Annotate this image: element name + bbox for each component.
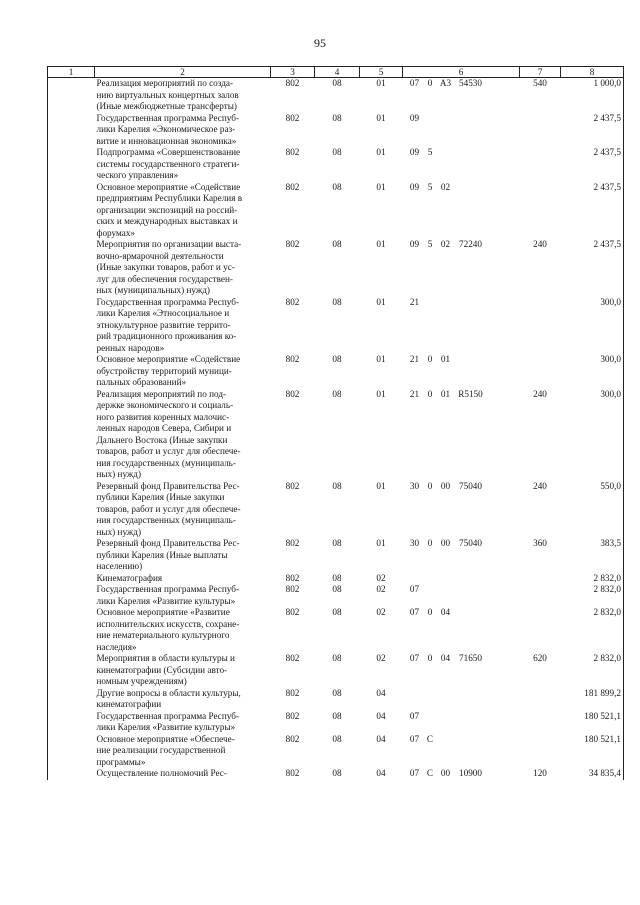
target-article-code xyxy=(403,711,520,734)
target-code-part: 54530 xyxy=(459,78,482,88)
amount: 300,0 xyxy=(561,354,624,389)
section-code: 08 xyxy=(332,480,342,491)
table-row xyxy=(48,607,624,653)
col-number: 6 xyxy=(403,67,520,78)
section-code: 08 xyxy=(332,710,342,721)
empty-cell xyxy=(48,584,95,607)
table-row xyxy=(48,481,624,539)
target-code-part: 02 xyxy=(440,239,451,249)
subsection-code: 02 xyxy=(376,584,386,594)
amount: 300,0 xyxy=(561,389,624,481)
col-number: 5 xyxy=(360,67,403,78)
empty-cell xyxy=(48,573,95,585)
expense-type-code xyxy=(520,182,561,240)
subsection-code: 02 xyxy=(376,653,386,663)
section-code: 08 xyxy=(332,112,342,123)
item-name: Государственная программа Респуб- лики Карелия «Развитие культуры» xyxy=(96,584,240,606)
expense-type-code: 120 xyxy=(533,768,547,778)
empty-cell xyxy=(48,389,95,481)
ministry-code: 802 xyxy=(285,296,300,307)
subsection-code: 01 xyxy=(376,239,386,249)
target-code-part: 07 xyxy=(409,768,420,778)
target-article-code xyxy=(403,389,520,481)
ministry-code: 802 xyxy=(285,538,300,548)
target-article-code xyxy=(403,538,520,573)
item-name: Основное мероприятие «Развитие исполнительских искусств, сохране- ние нематериального культурного наследия» xyxy=(96,607,240,652)
subsection-code: 01 xyxy=(376,538,386,548)
empty-cell xyxy=(48,297,95,355)
expense-type-code xyxy=(520,688,561,711)
target-article-code xyxy=(403,607,520,653)
subsection-code: 01 xyxy=(376,147,386,157)
budget-table xyxy=(47,66,624,780)
ministry-code: 802 xyxy=(285,181,300,192)
expense-type-code: 620 xyxy=(533,653,547,663)
target-code-part: 5 xyxy=(427,147,433,157)
col-number: 1 xyxy=(48,67,95,78)
header-row xyxy=(48,67,624,78)
target-code-part: А3 xyxy=(439,78,452,88)
amount: 2 437,5 xyxy=(561,239,624,297)
ministry-code: 802 xyxy=(285,147,300,157)
empty-cell xyxy=(48,734,95,769)
subsection-code: 04 xyxy=(376,733,386,744)
section-code: 08 xyxy=(332,181,342,192)
expense-type-code: 540 xyxy=(533,78,547,88)
target-code-part: 09 xyxy=(409,239,420,249)
empty-cell xyxy=(48,711,95,734)
target-code-part: 01 xyxy=(440,388,451,399)
subsection-code: 02 xyxy=(376,572,386,583)
table-row xyxy=(48,538,624,573)
item-name: Подпрограмма «Совершенствование системы государственного стратеги- ческого управления» xyxy=(96,147,241,180)
expense-type-code xyxy=(520,584,561,607)
subsection-code: 04 xyxy=(376,768,386,778)
ministry-code: 802 xyxy=(285,78,300,88)
col-number: 2 xyxy=(95,67,271,78)
section-code: 08 xyxy=(332,768,342,778)
subsection-code: 04 xyxy=(376,710,386,721)
amount: 550,0 xyxy=(561,481,624,539)
amount: 2 832,0 xyxy=(561,573,624,585)
table-row xyxy=(48,182,624,240)
expense-type-code xyxy=(520,607,561,653)
target-code-part: 71650 xyxy=(459,653,482,663)
target-code-part: 0 xyxy=(427,354,433,364)
target-code-part: 0 xyxy=(427,480,433,491)
target-code-part: 00 xyxy=(440,480,451,491)
item-name: Государственная программа Респуб- лики Карелия «Этносоциальное и этнокультурное развитие террито- рий традиционного проживания ко- ренных народов» xyxy=(96,296,240,353)
target-code-part: 0 xyxy=(427,78,433,88)
amount: 180 521,1 xyxy=(561,711,624,734)
ministry-code: 802 xyxy=(285,768,300,778)
target-article-code xyxy=(403,584,520,607)
col-number: 7 xyxy=(520,67,561,78)
ministry-code: 802 xyxy=(285,733,300,744)
target-code-part: 0 xyxy=(427,538,433,548)
item-name: Мероприятия в области культуры и кинематографии (Субсидии авто- номным учреждениям) xyxy=(96,653,235,686)
ministry-code: 802 xyxy=(285,354,300,364)
item-name: Основное мероприятие «Содействие обустройству территорий муници- пальных образований» xyxy=(96,354,241,387)
item-name: Государственная программа Респуб- лики Карелия «Экономическое раз- витие и инновационная экономика» xyxy=(96,112,240,146)
target-code-part: 0 xyxy=(427,607,433,617)
amount: 2 437,5 xyxy=(561,182,624,240)
section-code: 08 xyxy=(332,687,342,698)
target-code-part: 07 xyxy=(409,710,420,721)
target-code-part: 30 xyxy=(409,480,420,491)
empty-cell xyxy=(48,768,95,780)
target-code-part: 07 xyxy=(409,733,420,744)
item-name: Мероприятия по организации выста- вочно-ярмарочной деятельности (Иные закупки товаров, работ и ус- луг для обеспечения государствен- ных (муниципальных) нужд) xyxy=(96,239,242,295)
col-number: 8 xyxy=(561,67,624,78)
expense-type-code xyxy=(520,734,561,769)
subsection-code: 01 xyxy=(376,78,386,88)
target-code-part: 75040 xyxy=(459,480,482,491)
target-code-part: 04 xyxy=(440,653,451,663)
section-code: 08 xyxy=(332,296,342,307)
target-code-part: 5 xyxy=(427,239,433,249)
target-code-part: 07 xyxy=(409,607,420,617)
target-code-part: 07 xyxy=(409,584,420,594)
empty-cell xyxy=(48,78,95,113)
amount: 2 832,0 xyxy=(561,607,624,653)
table-row xyxy=(48,389,624,481)
item-name: Кинематография xyxy=(96,572,163,583)
target-code-part: 09 xyxy=(409,112,420,123)
page-number: 95 xyxy=(314,36,326,50)
item-name: Реализация мероприятий по под- держке экономического и социаль- ного развития коренных малочис- ленных народов Севера, Сибири и Дальнего Востока (Иные закупки товаров, работ и услуг для обеспече- ния государственных (муниципаль- ных) нужд) xyxy=(96,388,241,479)
item-name: Осуществление полномочий Рес- xyxy=(96,768,227,778)
expense-type-code xyxy=(520,711,561,734)
target-article-code xyxy=(403,113,520,148)
expense-type-code xyxy=(520,147,561,182)
ministry-code: 802 xyxy=(285,112,300,123)
table-row xyxy=(48,584,624,607)
table-row xyxy=(48,734,624,769)
target-code-part: 07 xyxy=(409,78,420,88)
item-name: Реализация мероприятий по созда- нию виртуальных концертных залов (Иные межбюджетные трансферты) xyxy=(96,78,239,111)
empty-cell xyxy=(48,688,95,711)
target-code-part: С xyxy=(426,768,434,778)
item-name: Основное мероприятие «Содействие предприятиям Республики Карелия в организации экспозиций на россий- ских и международных выставках и форумах» xyxy=(96,181,243,238)
subsection-code: 01 xyxy=(376,480,386,491)
amount: 34 835,4 xyxy=(561,768,624,780)
target-code-part: 09 xyxy=(409,147,420,157)
empty-cell xyxy=(48,607,95,653)
table-row xyxy=(48,297,624,355)
target-code-part: 01 xyxy=(440,354,451,364)
target-article-code xyxy=(403,182,520,240)
target-code-part: 02 xyxy=(440,181,451,192)
target-code-part: С xyxy=(426,733,434,744)
amount: 181 899,2 xyxy=(561,688,624,711)
table-row xyxy=(48,78,624,113)
item-name: Государственная программа Респуб- лики Карелия «Развитие культуры» xyxy=(96,710,240,732)
empty-cell xyxy=(48,538,95,573)
target-code-part: 30 xyxy=(409,538,420,548)
subsection-code: 01 xyxy=(376,388,386,399)
ministry-code: 802 xyxy=(285,480,300,491)
section-code: 08 xyxy=(332,733,342,744)
subsection-code: 02 xyxy=(376,607,386,617)
ministry-code: 802 xyxy=(285,653,300,663)
section-code: 08 xyxy=(332,388,342,399)
amount: 2 437,5 xyxy=(561,147,624,182)
amount: 1 000,0 xyxy=(561,78,624,113)
section-code: 08 xyxy=(332,653,342,663)
target-article-code xyxy=(403,573,520,585)
table-row xyxy=(48,239,624,297)
target-code-part: 04 xyxy=(440,607,451,617)
section-code: 08 xyxy=(332,584,342,594)
empty-cell xyxy=(48,653,95,688)
target-article-code xyxy=(403,688,520,711)
empty-cell xyxy=(48,113,95,148)
table-row xyxy=(48,711,624,734)
target-code-part: 72240 xyxy=(459,239,482,249)
target-article-code xyxy=(403,768,520,780)
empty-cell xyxy=(48,239,95,297)
expense-type-code xyxy=(520,573,561,585)
target-code-part: 10900 xyxy=(459,768,482,778)
ministry-code: 802 xyxy=(285,239,300,249)
amount: 300,0 xyxy=(561,297,624,355)
section-code: 08 xyxy=(332,607,342,617)
target-code-part: 21 xyxy=(409,296,420,307)
amount: 180 521,1 xyxy=(561,734,624,769)
target-code-part: 0 xyxy=(427,653,433,663)
target-article-code xyxy=(403,239,520,297)
target-code-part: 00 xyxy=(440,768,451,778)
target-code-part: R5150 xyxy=(458,388,483,399)
ministry-code: 802 xyxy=(285,687,300,698)
ministry-code: 802 xyxy=(285,388,300,399)
target-code-part: 07 xyxy=(409,653,420,663)
section-code: 08 xyxy=(332,572,342,583)
ministry-code: 802 xyxy=(285,572,300,583)
item-name: Резервный фонд Правительства Рес- публики Карелия (Иные выплаты населению) xyxy=(96,538,240,571)
empty-cell xyxy=(48,481,95,539)
table-row xyxy=(48,688,624,711)
table-row xyxy=(48,113,624,148)
ministry-code: 802 xyxy=(285,710,300,721)
target-article-code xyxy=(403,653,520,688)
item-name: Другие вопросы в области культуры, кинематографии xyxy=(96,687,241,709)
target-code-part: 75040 xyxy=(459,538,482,548)
subsection-code: 04 xyxy=(376,687,386,698)
table-row xyxy=(48,653,624,688)
col-number: 3 xyxy=(271,67,315,78)
item-name: Основное мероприятие «Обеспече- ние реализации государственной программы» xyxy=(96,733,235,767)
amount: 2 832,0 xyxy=(561,584,624,607)
target-code-part: 21 xyxy=(409,354,420,364)
target-article-code xyxy=(403,734,520,769)
expense-type-code: 240 xyxy=(533,480,547,491)
target-code-part: 0 xyxy=(427,388,433,399)
table-row xyxy=(48,573,624,585)
target-article-code xyxy=(403,354,520,389)
amount: 383,5 xyxy=(561,538,624,573)
table-row xyxy=(48,354,624,389)
expense-type-code xyxy=(520,113,561,148)
section-code: 08 xyxy=(332,354,342,364)
subsection-code: 01 xyxy=(376,112,386,123)
expense-type-code xyxy=(520,297,561,355)
table-row xyxy=(48,768,624,780)
section-code: 08 xyxy=(332,239,342,249)
subsection-code: 01 xyxy=(376,181,386,192)
target-article-code xyxy=(403,147,520,182)
amount: 2 437,5 xyxy=(561,113,624,148)
ministry-code: 802 xyxy=(285,607,300,617)
expense-type-code: 360 xyxy=(533,538,547,548)
empty-cell xyxy=(48,147,95,182)
ministry-code: 802 xyxy=(285,584,300,594)
target-code-part: 00 xyxy=(440,538,451,548)
expense-type-code: 240 xyxy=(533,388,547,399)
empty-cell xyxy=(48,354,95,389)
table-row xyxy=(48,147,624,182)
section-code: 08 xyxy=(332,78,342,88)
target-code-part: 5 xyxy=(427,181,433,192)
target-code-part: 09 xyxy=(409,181,420,192)
amount: 2 832,0 xyxy=(561,653,624,688)
target-article-code xyxy=(403,78,520,113)
target-article-code xyxy=(403,481,520,539)
subsection-code: 01 xyxy=(376,354,386,364)
target-code-part: 21 xyxy=(409,388,420,399)
target-article-code xyxy=(403,297,520,355)
expense-type-code: 240 xyxy=(533,239,547,249)
empty-cell xyxy=(48,182,95,240)
subsection-code: 01 xyxy=(376,296,386,307)
expense-type-code xyxy=(520,354,561,389)
col-number: 4 xyxy=(315,67,360,78)
section-code: 08 xyxy=(332,538,342,548)
section-code: 08 xyxy=(332,147,342,157)
item-name: Резервный фонд Правительства Рес- публики Карелия (Иные закупки товаров, работ и услуг для обеспече- ния государственных (муниципаль- ных) нужд) xyxy=(96,480,241,537)
